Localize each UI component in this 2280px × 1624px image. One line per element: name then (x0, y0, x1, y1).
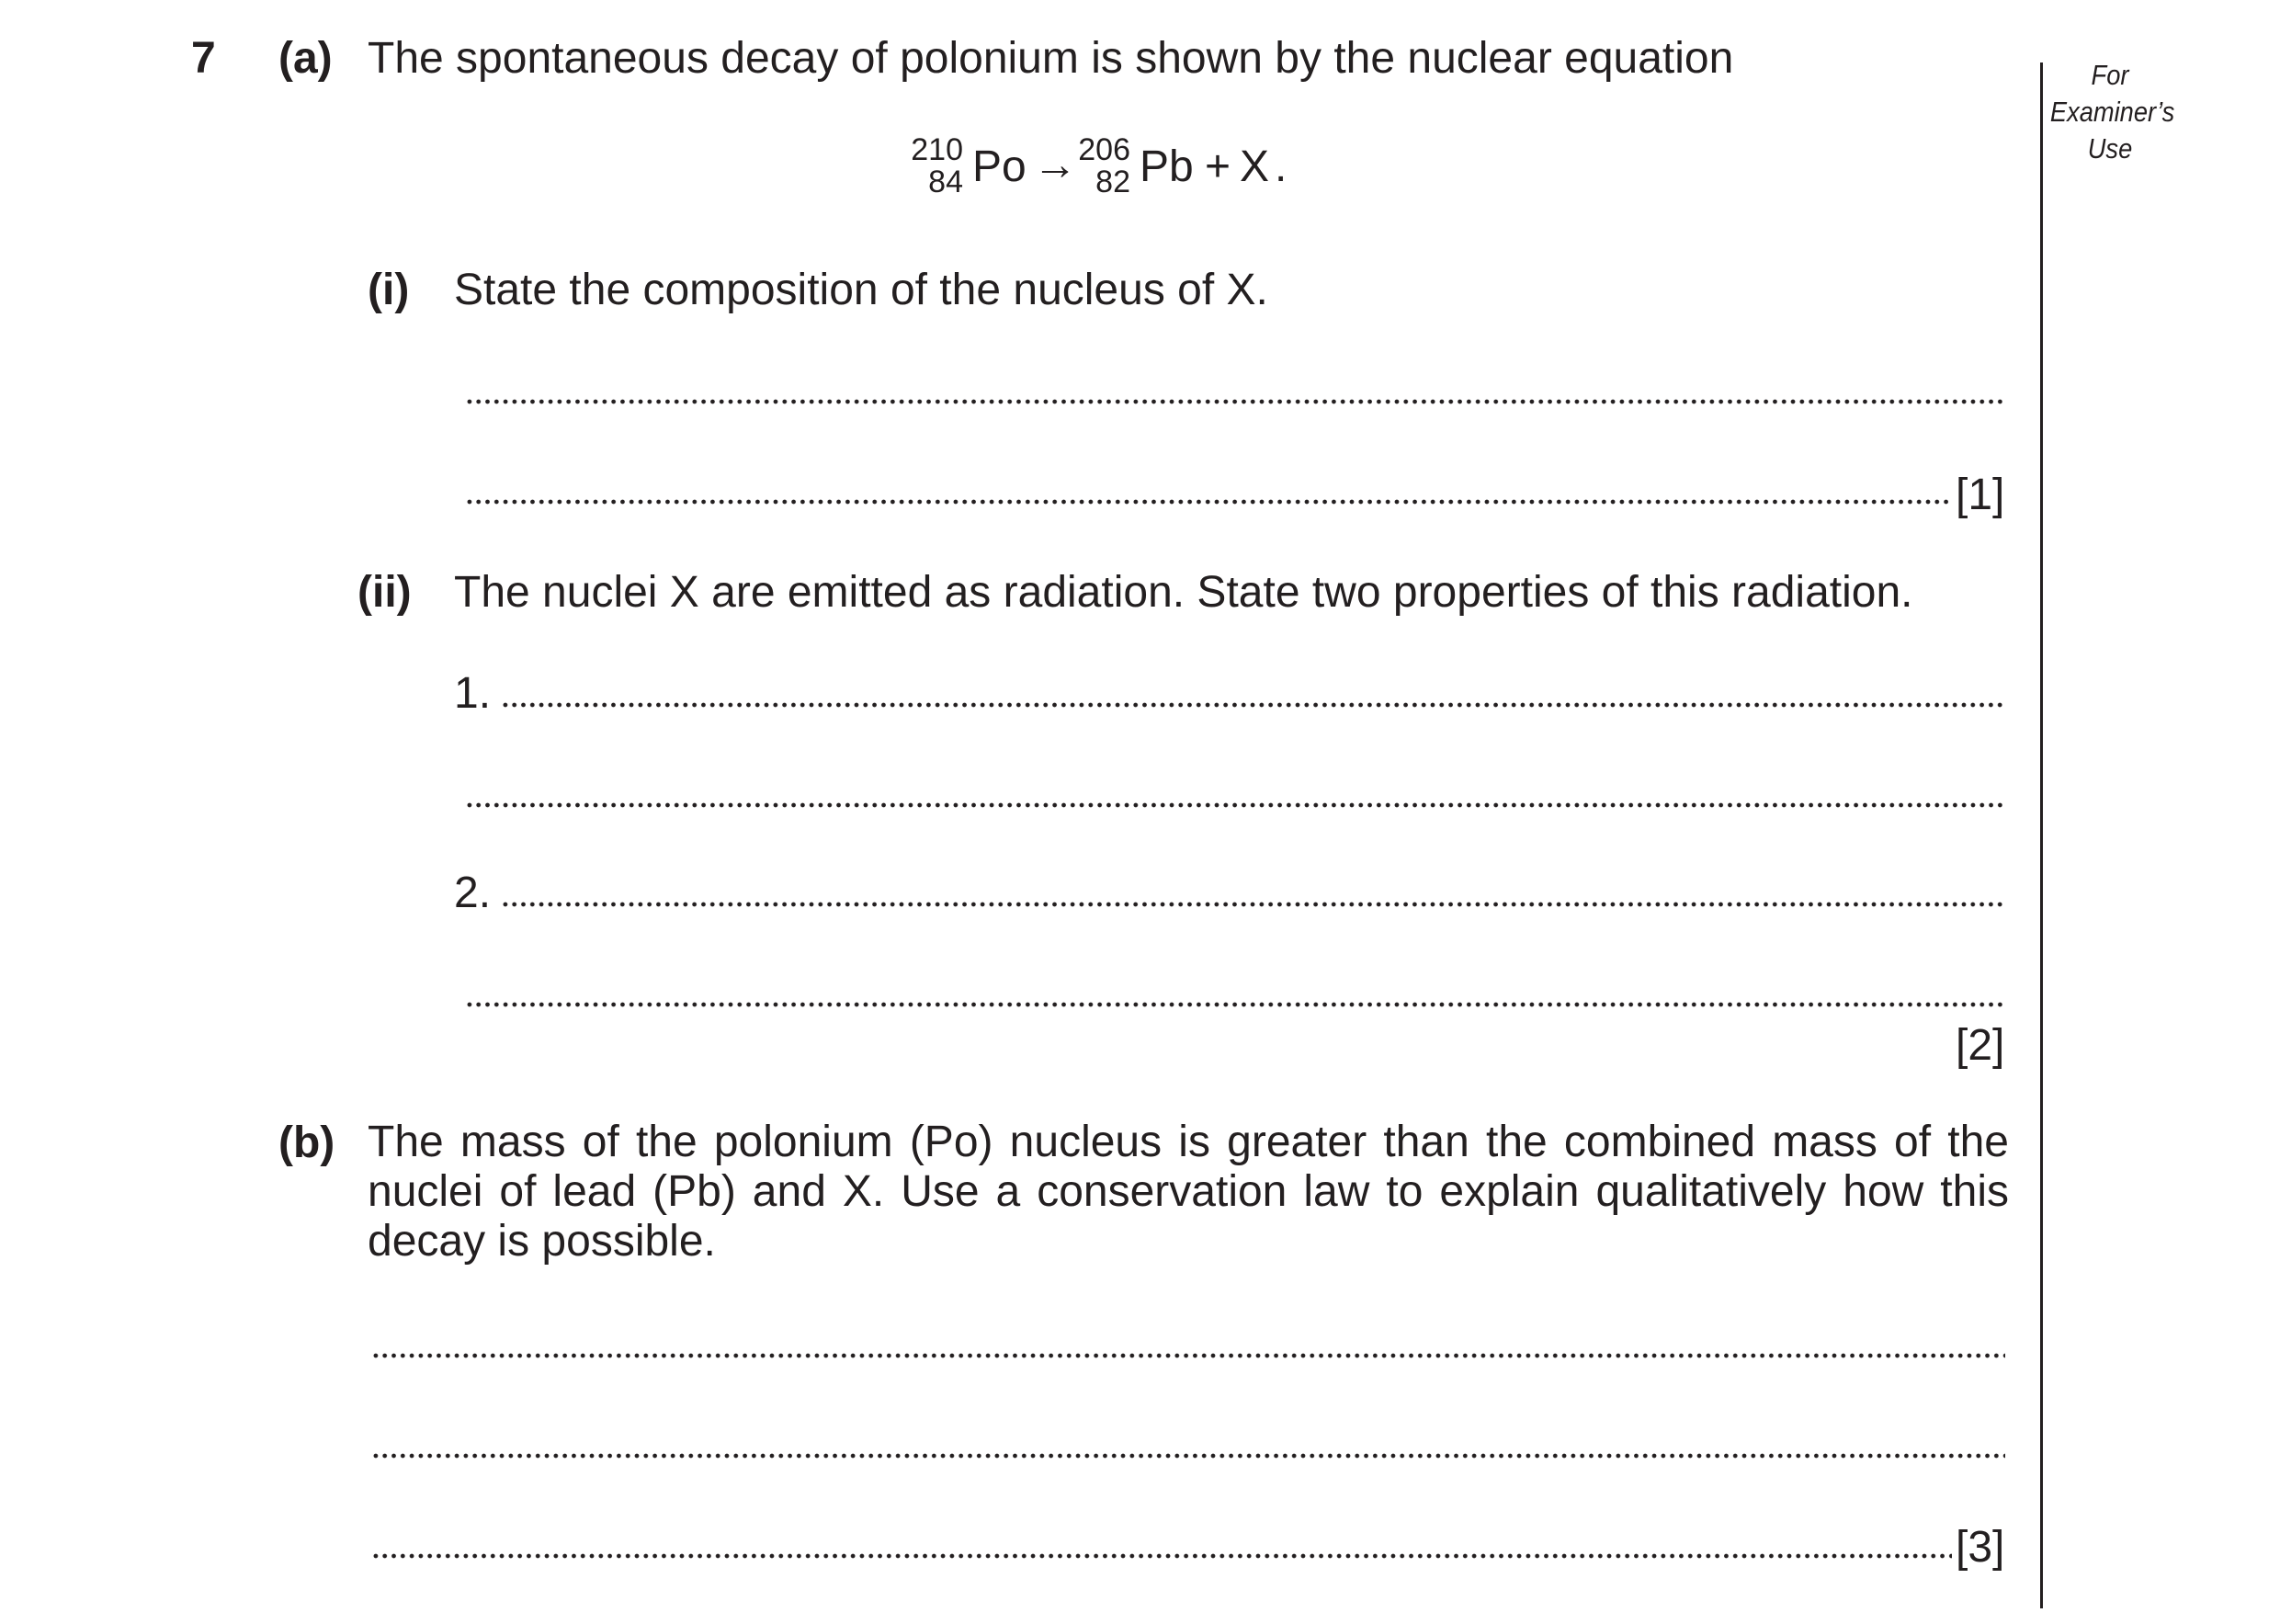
answer-line-b-3[interactable] (371, 1550, 1952, 1562)
marks-b: [3] (1956, 1523, 2005, 1572)
daughter-symbol: Pb (1140, 142, 1194, 191)
marks-ii: [2] (1956, 1021, 2005, 1070)
plus-sign: + (1205, 142, 1231, 191)
part-a-label: (a) (278, 34, 333, 83)
part-a-intro: The spontaneous decay of polonium is shown by the nuclear equation (368, 34, 1734, 83)
part-b-question: The mass of the polonium (Po) nucleus is greater than the combined mass of the nuclei of lead (Pb) and X. Use a conservation law to explain qualitatively how this decay is possible. (368, 1118, 2009, 1266)
answer-line-b-2[interactable] (371, 1450, 2005, 1461)
part-b-label: (b) (278, 1119, 335, 1167)
property-1-number: 1. (454, 669, 492, 718)
examiner-margin-rule (2040, 62, 2043, 1608)
answer-line-ii-2b[interactable] (465, 999, 2005, 1010)
examiner-line-1: For (2091, 59, 2129, 91)
marks-i: [1] (1956, 471, 2005, 519)
answer-line-i-2[interactable] (465, 496, 1952, 507)
sub-i-question: State the composition of the nucleus of X. (454, 266, 1268, 314)
answer-line-b-1[interactable] (371, 1350, 2005, 1361)
sub-ii-question: The nuclei X are emitted as radiation. State two properties of this radiation. (454, 568, 1913, 617)
question-number: 7 (191, 34, 216, 83)
property-2-number: 2. (454, 869, 492, 917)
examiner-line-2: Examiner’s (2049, 96, 2175, 128)
equation-full-stop: . (1275, 142, 1287, 191)
parent-mass-number: 210 (911, 132, 963, 167)
answer-line-i-1[interactable] (465, 396, 2005, 407)
daughter-mass-number: 206 (1078, 132, 1130, 167)
answer-line-ii-1b[interactable] (465, 800, 2005, 811)
answer-line-ii-1a[interactable] (501, 699, 2005, 710)
sub-i-label: (i) (368, 266, 410, 314)
reaction-arrow: → (1033, 141, 1077, 189)
daughter-atomic-number: 82 (1095, 165, 1130, 199)
examiner-use-label (2049, 57, 2175, 167)
parent-symbol: Po (972, 142, 1027, 191)
parent-atomic-number: 84 (928, 165, 963, 199)
sub-ii-label: (ii) (357, 568, 412, 617)
answer-line-ii-2a[interactable] (501, 899, 2005, 910)
emitted-particle: X (1240, 142, 1270, 191)
examiner-line-3: Use (2087, 132, 2133, 165)
